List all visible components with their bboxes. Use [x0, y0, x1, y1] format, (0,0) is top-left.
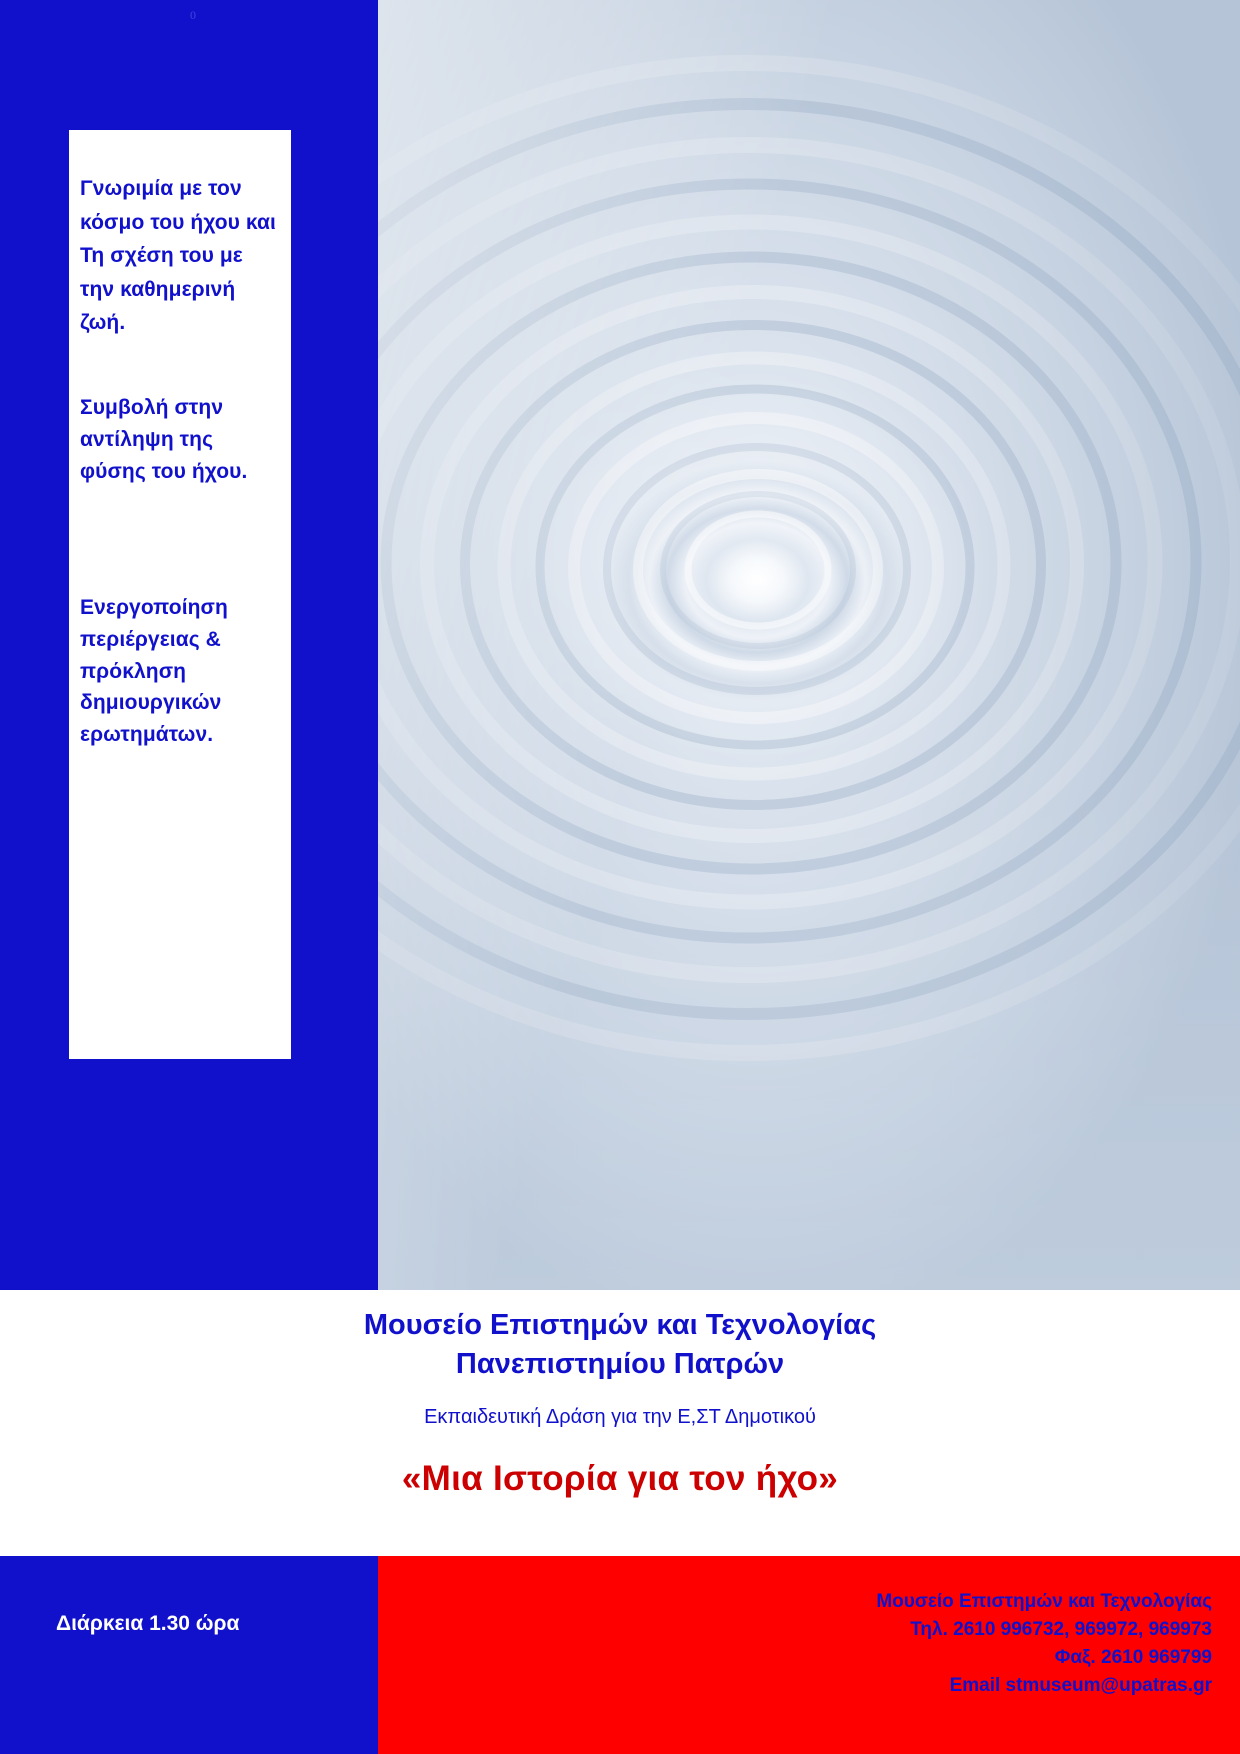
footer-blue-block: [0, 1556, 378, 1754]
contact-info: [876, 1588, 1212, 1700]
contact-name: Μουσείο Επιστημών και Τεχνολογίας: [876, 1591, 1212, 1612]
duration-label: Διάρκεια 1.30 ώρα: [56, 1612, 240, 1635]
organization-line-1: Μουσείο Επιστημών και Τεχνολογίας: [363, 1309, 877, 1341]
title-band: [0, 1290, 1240, 1556]
ripple-highlight: [378, 0, 1240, 1290]
highlight-block-1: Γνωριμία με τον κόσμο του ήχου και Τη σχέση του με την καθημερινή ζωή.: [80, 177, 276, 335]
organization-line-2: Πανεπιστημίου Πατρών: [455, 1348, 785, 1381]
contact-phone: Τηλ. 2610 996732, 969972, 969973: [910, 1619, 1212, 1641]
event-title: «Μια Ιστορία για τον ήχο»: [401, 1459, 839, 1499]
spacer-2: [80, 488, 277, 592]
spacer-1: [80, 340, 277, 392]
contact-email[interactable]: Email stmuseum@upatras.gr: [949, 1675, 1212, 1697]
highlight-block-3: Ενεργοποίηση περιέργειας & πρόκληση δημιουργικών ερωτημάτων.: [80, 595, 228, 747]
highlights-card: [69, 130, 291, 1059]
event-subtitle: Εκπαιδευτική Δράση για την Ε,ΣΤ Δημοτικού: [424, 1406, 816, 1429]
highlight-block-2: Συμβολή στην αντίληψη της φύσης του ήχου.: [80, 395, 248, 483]
footer-bar: [0, 1556, 1240, 1754]
organization-name: [0, 1290, 1240, 1384]
contact-fax: Φαξ. 2610 969799: [1054, 1647, 1212, 1669]
corner-mark: 0: [190, 8, 196, 22]
